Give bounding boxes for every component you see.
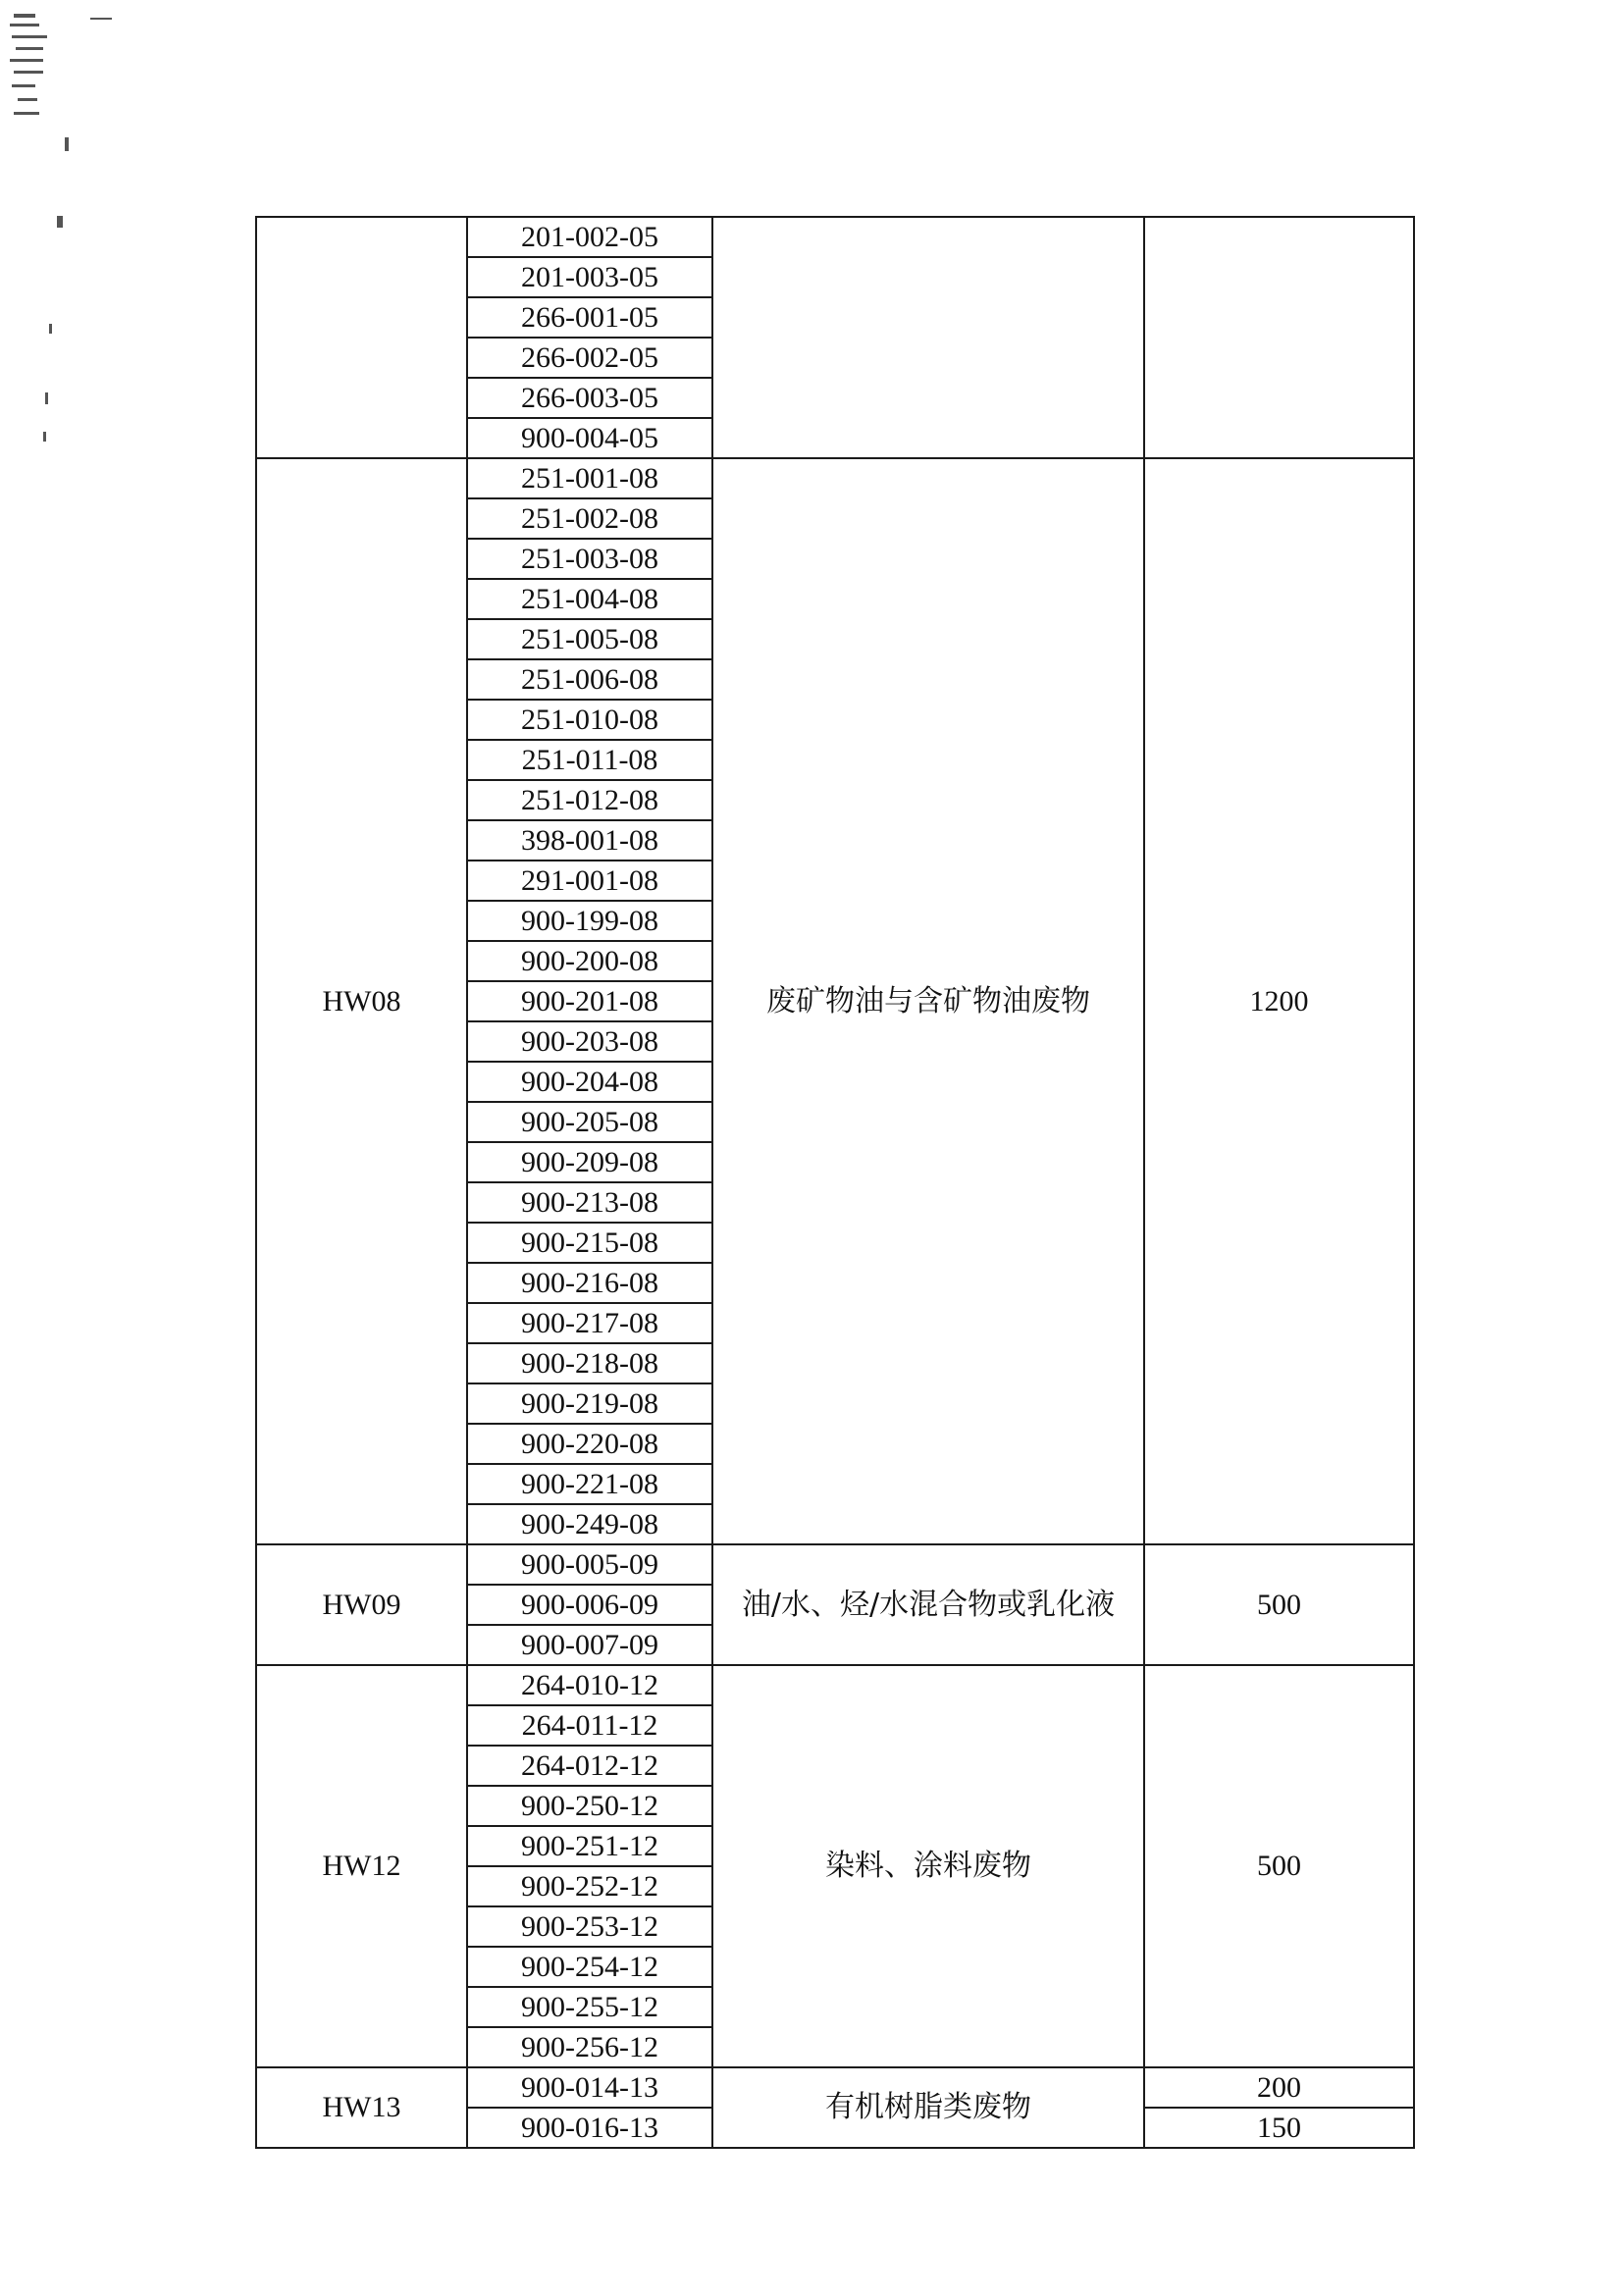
waste-category-cell: HW13 [256,2067,467,2148]
waste-code-cell: 251-005-08 [467,619,712,659]
waste-description-cell: 废矿物油与含矿物油废物 [712,458,1144,1544]
waste-code-cell: 900-249-08 [467,1504,712,1544]
waste-code-cell: 900-221-08 [467,1464,712,1504]
waste-code-cell: 900-201-08 [467,981,712,1021]
waste-code-cell: 900-200-08 [467,941,712,981]
waste-table-body [256,217,1414,2148]
waste-code-cell: 251-001-08 [467,458,712,498]
waste-quantity-cell [1144,217,1414,458]
waste-code-cell: 251-010-08 [467,700,712,740]
waste-code-cell: 900-251-12 [467,1826,712,1866]
waste-code-cell: 398-001-08 [467,820,712,861]
waste-code-cell: 900-216-08 [467,1263,712,1303]
waste-code-cell: 266-001-05 [467,297,712,338]
waste-code-cell: 900-250-12 [467,1786,712,1826]
waste-code-cell: 900-219-08 [467,1383,712,1424]
waste-code-cell: 900-252-12 [467,1866,712,1906]
waste-code-cell: 900-006-09 [467,1585,712,1625]
waste-code-cell: 900-256-12 [467,2027,712,2067]
waste-code-cell: 251-011-08 [467,740,712,780]
waste-quantity-cell: 150 [1144,2108,1414,2148]
waste-code-cell: 264-011-12 [467,1705,712,1746]
waste-quantity-cell: 200 [1144,2067,1414,2108]
table-row [256,1665,1414,1705]
waste-category-cell: HW09 [256,1544,467,1665]
waste-code-cell: 900-203-08 [467,1021,712,1062]
waste-code-cell: 201-003-05 [467,257,712,297]
waste-description-cell [712,217,1144,458]
waste-code-cell: 900-005-09 [467,1544,712,1585]
waste-code-cell: 251-004-08 [467,579,712,619]
waste-code-cell: 266-002-05 [467,338,712,378]
waste-quantity-cell: 500 [1144,1665,1414,2067]
waste-quantity-cell: 1200 [1144,458,1414,1544]
table-row [256,1544,1414,1585]
waste-code-cell: 264-012-12 [467,1746,712,1786]
waste-description-cell: 油/水、烃/水混合物或乳化液 [712,1544,1144,1665]
waste-code-cell: 201-002-05 [467,217,712,257]
scan-noise-marks [0,0,118,471]
waste-code-cell: 900-209-08 [467,1142,712,1182]
waste-category-cell: HW08 [256,458,467,1544]
waste-code-cell: 900-016-13 [467,2108,712,2148]
waste-code-cell: 264-010-12 [467,1665,712,1705]
waste-code-cell: 900-218-08 [467,1343,712,1383]
waste-code-cell: 900-220-08 [467,1424,712,1464]
waste-category-cell [256,217,467,458]
waste-code-cell: 251-012-08 [467,780,712,820]
waste-code-cell: 900-199-08 [467,901,712,941]
waste-code-cell: 900-014-13 [467,2067,712,2108]
waste-description-cell: 染料、涂料废物 [712,1665,1144,2067]
table-row [256,2067,1414,2108]
waste-code-cell: 900-253-12 [467,1906,712,1947]
table-row [256,217,1414,257]
waste-code-cell: 900-254-12 [467,1947,712,1987]
hazardous-waste-table [255,216,1415,2149]
waste-code-cell: 900-205-08 [467,1102,712,1142]
waste-code-cell: 900-255-12 [467,1987,712,2027]
waste-category-cell: HW12 [256,1665,467,2067]
waste-code-cell: 251-006-08 [467,659,712,700]
waste-quantity-cell: 500 [1144,1544,1414,1665]
waste-code-cell: 900-213-08 [467,1182,712,1223]
waste-code-cell: 900-217-08 [467,1303,712,1343]
table-row [256,458,1414,498]
waste-code-cell: 266-003-05 [467,378,712,418]
waste-code-cell: 900-007-09 [467,1625,712,1665]
waste-code-cell: 900-004-05 [467,418,712,458]
waste-description-cell: 有机树脂类废物 [712,2067,1144,2148]
waste-code-cell: 900-215-08 [467,1223,712,1263]
waste-code-cell: 900-204-08 [467,1062,712,1102]
waste-code-cell: 291-001-08 [467,861,712,901]
waste-code-cell: 251-002-08 [467,498,712,539]
waste-code-cell: 251-003-08 [467,539,712,579]
